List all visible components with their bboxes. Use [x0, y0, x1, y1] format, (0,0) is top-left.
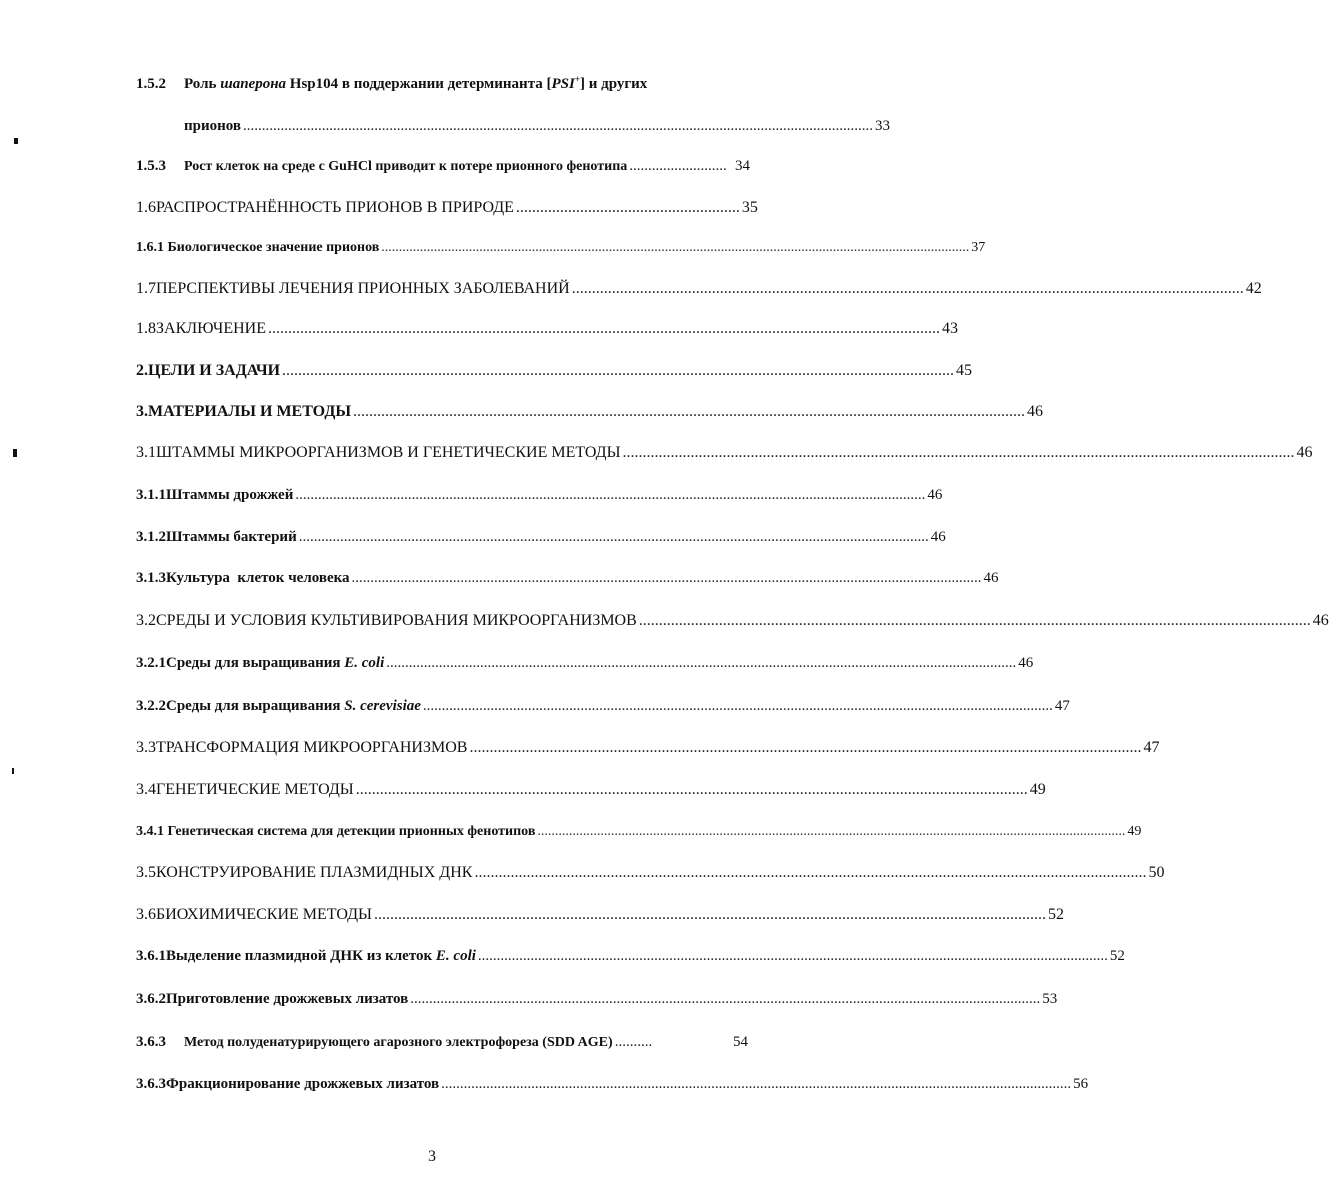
toc-title: РАСПРОСТРАНЁННОСТЬ ПРИОНОВ В ПРИРОДЕ [156, 199, 514, 216]
toc-number: 3.1.3 [136, 570, 166, 586]
dot-leader: ........................................................................................................................................................................ [469, 739, 1142, 756]
dot-leader: ........................................................................................................................................................................ [298, 529, 929, 545]
toc-page-number: 46 [983, 570, 999, 586]
toc-number: 3.2 [136, 612, 156, 629]
toc-title: Метод полуденатурирующего агарозного электрофореза (SDD AGE) [184, 1035, 613, 1050]
dot-leader: ........................................................................................................................................................................ [477, 948, 1108, 964]
toc-entry-3-4-1 [136, 824, 1142, 840]
scan-speck [13, 449, 17, 457]
toc-title: ШТАММЫ МИКРООРГАНИЗМОВ И ГЕНЕТИЧЕСКИЕ МЕТОДЫ [156, 444, 621, 461]
toc-title: ЦЕЛИ И ЗАДАЧИ [148, 362, 281, 379]
toc-title: 1.6.1 Биологическое значение прионов [136, 240, 380, 255]
dot-leader: .......... [614, 1034, 653, 1050]
dot-leader: ........................................................................................................................................................................ [622, 444, 1295, 461]
toc-entry-1-5-2 [136, 74, 736, 93]
scan-speck [12, 768, 14, 774]
dot-leader: ........................................................................................................................................................................ [571, 280, 1244, 297]
toc-number: 3.4 [136, 781, 156, 798]
toc-title: Роль шаперона Hsp104 в поддержании детерминанта [PSI+] и других [184, 74, 648, 92]
toc-title: Среды для выращивания E. coli [166, 655, 385, 671]
toc-number: 3.2.1 [136, 655, 166, 671]
dot-leader: ........................................................................................................................................................................ [243, 118, 873, 134]
toc-page-number: 56 [1073, 1076, 1089, 1092]
dot-leader: ........................................................................................................................................................................ [474, 864, 1147, 881]
toc-title: Выделение плазмидной ДНК из клеток E. coli [166, 948, 476, 964]
toc-title: Приготовление дрожжевых лизатов [166, 991, 409, 1007]
dot-leader: ........................................................................................................................................................................ [410, 991, 1041, 1007]
dot-leader: ........................................................................................................................................................................ [537, 824, 1126, 839]
toc-page-number: 46 [1027, 403, 1044, 420]
toc-number: 3.6 [136, 906, 156, 923]
toc-page-number: 49 [1029, 781, 1046, 798]
toc-title: ГЕНЕТИЧЕСКИЕ МЕТОДЫ [156, 781, 354, 798]
toc-page-number: 46 [930, 529, 946, 545]
toc-page-number: 50 [1148, 864, 1165, 881]
dot-leader: ........................................................................................................................................................................ [353, 403, 1026, 420]
toc-page-number: 35 [741, 199, 758, 216]
dot-leader: ........................................................................................................................................................................ [441, 1076, 1072, 1092]
toc-number: 3.3 [136, 739, 156, 756]
toc-page-number: 52 [1109, 948, 1125, 964]
toc-number: 3.6.3 [136, 1076, 166, 1092]
toc-entry-1-5-2-cont [184, 118, 890, 135]
toc-title: Рост клеток на среде с GuHCl приводит к потере прионного фенотипа [184, 159, 628, 174]
toc-page-number: 46 [1312, 612, 1329, 629]
dot-leader: ........................................................................................................................................................................ [381, 240, 970, 255]
toc-number: 3.6.2 [136, 991, 166, 1007]
toc-number: 1.8 [136, 320, 156, 337]
scan-speck [14, 138, 18, 144]
toc-title: ПЕРСПЕКТИВЫ ЛЕЧЕНИЯ ПРИОННЫХ ЗАБОЛЕВАНИЙ [156, 280, 570, 297]
toc-entry-1-5-3 [136, 158, 750, 175]
toc-number: 1.6 [136, 199, 156, 216]
toc-page-number: 43 [941, 320, 958, 337]
dot-leader: ........................................................................................................................................................................ [373, 906, 1046, 923]
toc-title: СРЕДЫ И УСЛОВИЯ КУЛЬТИВИРОВАНИЯ МИКРООРГАНИЗМОВ [156, 612, 637, 629]
toc-page-number: 46 [1018, 655, 1034, 671]
toc-number: 1.5.3 [136, 158, 166, 174]
toc-page-number: 42 [1245, 280, 1262, 297]
toc-page-number: 33 [875, 118, 890, 134]
toc-title: Культура клеток человека [166, 570, 350, 586]
dot-leader: .......................... [629, 158, 727, 174]
dot-leader: ........................................................................................................................................................................ [638, 612, 1311, 629]
toc-entry-2 [136, 362, 973, 380]
toc-entry-3-3 [136, 739, 1160, 757]
toc-page-number: 47 [1054, 698, 1070, 714]
toc-entry-3-5 [136, 864, 1165, 882]
dot-leader: ........................................................................................................................................................................ [355, 781, 1028, 798]
toc-entry-3-2 [136, 612, 1329, 630]
toc-entry-3-2-1 [136, 655, 1034, 672]
toc-entry-1-8 [136, 320, 958, 338]
toc-title: прионов [184, 118, 241, 134]
toc-title: Фракционирование дрожжевых лизатов [166, 1076, 440, 1092]
toc-page-number: 46 [927, 487, 943, 503]
toc-number: 3.6.3 [136, 1034, 166, 1050]
toc-number: 3. [136, 403, 148, 420]
dot-leader: ........................................................................................................................................................................ [422, 698, 1053, 714]
toc-number: 3.5 [136, 864, 156, 881]
toc-page-number: 52 [1047, 906, 1064, 923]
toc-title: МАТЕРИАЛЫ И МЕТОДЫ [148, 403, 352, 420]
toc-entry-3-1-2 [136, 529, 946, 546]
toc-page-number: 37 [971, 240, 986, 255]
toc-title: Штаммы бактерий [166, 529, 297, 545]
toc-entry-3-6-3-a [136, 1034, 748, 1051]
toc-page-number: 34 [735, 158, 750, 174]
dot-leader: ........................................................................................................................................................................ [386, 655, 1017, 671]
toc-title: 3.4.1 Генетическая система для детекции прионных фенотипов [136, 824, 536, 839]
toc-entry-3-6 [136, 906, 1064, 924]
toc-number: 3.2.2 [136, 698, 166, 714]
toc-page-number: 54 [733, 1034, 748, 1050]
toc-number: 1.5.2 [136, 76, 166, 92]
toc-title: БИОХИМИЧЕСКИЕ МЕТОДЫ [156, 906, 372, 923]
toc-number: 3.1.2 [136, 529, 166, 545]
toc-number: 3.6.1 [136, 948, 166, 964]
toc-entry-3 [136, 403, 1044, 421]
toc-title: ТРАНСФОРМАЦИЯ МИКРООРГАНИЗМОВ [156, 739, 468, 756]
dot-leader: ........................................................................................................................................................................ [282, 362, 955, 379]
toc-entry-3-1-3 [136, 570, 999, 587]
toc-title: Среды для выращивания S. cerevisiae [166, 698, 421, 714]
dot-leader: ........................................................................................................................................................................ [267, 320, 940, 337]
toc-entry-3-6-2 [136, 991, 1058, 1008]
toc-page-number: 46 [1296, 444, 1313, 461]
dot-leader: ........................................................................................................................................................................ [295, 487, 926, 503]
toc-number: 3.1.1 [136, 487, 166, 503]
toc-entry-3-6-1 [136, 948, 1125, 965]
toc-entry-3-6-3-b [136, 1076, 1089, 1093]
toc-entry-1-7 [136, 280, 1262, 298]
page-number: 3 [428, 1148, 436, 1165]
toc-entry-3-4 [136, 781, 1046, 799]
toc-entry-3-2-2 [136, 698, 1070, 715]
toc-number: 1.7 [136, 280, 156, 297]
toc-title: КОНСТРУИРОВАНИЕ ПЛАЗМИДНЫХ ДНК [156, 864, 473, 881]
toc-number: 3.1 [136, 444, 156, 461]
dot-leader: ........................................................ [515, 199, 740, 216]
toc-entry-3-1-1 [136, 487, 943, 504]
toc-page-number: 47 [1143, 739, 1160, 756]
toc-entry-1-6 [136, 199, 758, 217]
toc-title: Штаммы дрожжей [166, 487, 294, 503]
dot-leader: ........................................................................................................................................................................ [351, 570, 982, 586]
toc-entry-3-1 [136, 444, 1313, 462]
toc-page-number: 45 [956, 362, 973, 379]
toc-page-number: 49 [1127, 824, 1142, 839]
toc-title: ЗАКЛЮЧЕНИЕ [156, 320, 266, 337]
toc-page-number: 53 [1042, 991, 1058, 1007]
toc-entry-1-6-1 [136, 240, 986, 256]
toc-number: 2. [136, 362, 148, 379]
